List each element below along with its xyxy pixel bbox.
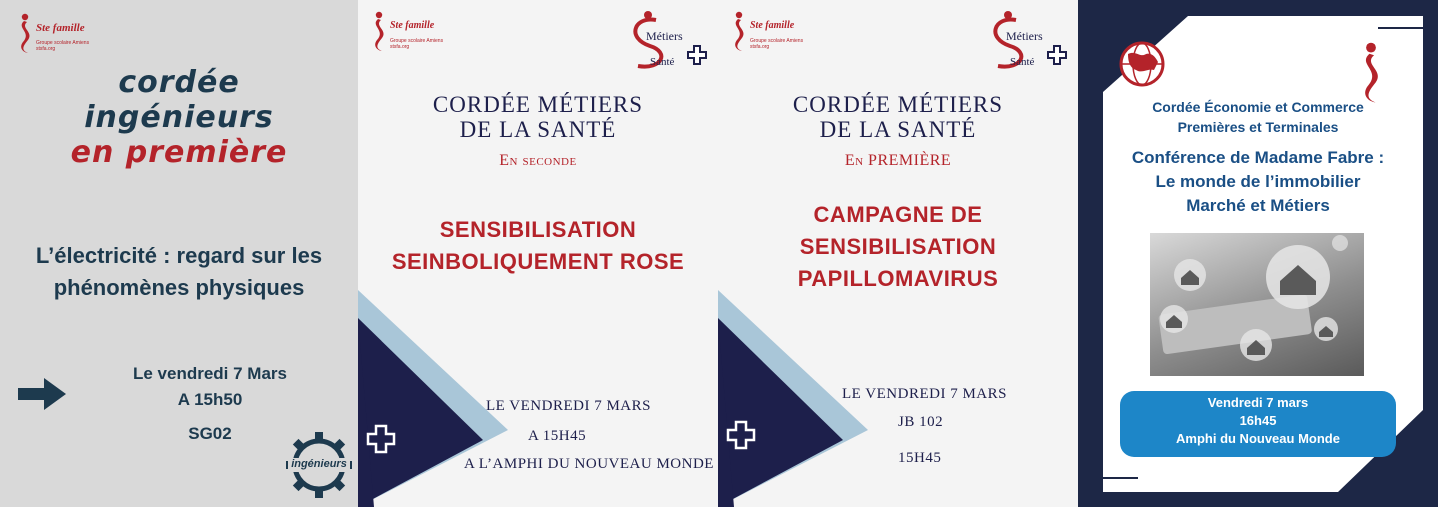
pill-place: Amphi du Nouveau Monde (1176, 431, 1340, 446)
title-line-2: ingénieurs (84, 100, 274, 135)
event-time: A 15h50 (177, 390, 243, 409)
event-info-pill (1120, 391, 1396, 457)
medical-cross-icon (366, 424, 396, 454)
logo-url: stsfa.org (390, 44, 410, 50)
detail-place: A L’AMPHI DU NOUVEAU MONDE (464, 456, 714, 472)
title-line-3: en première (70, 135, 288, 170)
talk-line-3: Marché et Métiers (1186, 196, 1330, 215)
logo-name: Ste famille (36, 22, 85, 34)
sante-logo-text: Santé (1010, 56, 1035, 68)
title-line-1: cordée (118, 65, 240, 100)
title-line-1: CORDÉE MÉTIERS (792, 92, 1004, 117)
poster-economics (1078, 0, 1438, 507)
detail-date: LE VENDREDI 7 MARS (842, 386, 1007, 402)
sante-logo-text: Santé (650, 56, 675, 68)
talk-line-1: Conférence de Madame Fabre : (1131, 148, 1385, 167)
logo-name: Ste famille (390, 20, 435, 31)
title-line-2: DE LA SANTÉ (819, 117, 977, 142)
logo-sub: Groupe scolaire Amiens (36, 40, 90, 46)
metiers-logo-text: Métiers (1006, 29, 1043, 43)
campaign-title (718, 199, 1078, 295)
ste-famille-logo-icon (14, 12, 36, 54)
campaign-line-1: SENSIBILISATION (439, 217, 637, 242)
real-estate-photo (1150, 233, 1364, 376)
poster-engineers (0, 0, 358, 507)
title-line-2: DE LA SANTÉ (459, 117, 617, 142)
detail-room: JB 102 (898, 414, 944, 430)
logo-url: stsfa.org (750, 44, 770, 50)
campaign-line-2: SEINBOLIQUEMENT ROSE (391, 249, 685, 274)
arrow-right-icon (18, 378, 68, 410)
header-line-2: Premières et Terminales (1177, 119, 1339, 135)
logo-name: Ste famille (750, 20, 795, 31)
level-label: En seconde (499, 152, 577, 169)
campaign-line-2: SENSIBILISATION (799, 234, 997, 259)
metiers-sante-logo (626, 8, 714, 76)
campaign-title (358, 214, 718, 278)
logo-sub: Groupe scolaire Amiens (750, 38, 804, 44)
campaign-line-3: PAPILLOMAVIRUS (797, 266, 999, 291)
globe-logo-icon (1118, 40, 1166, 88)
subject-line-1: L’électricité : regard sur les (35, 243, 323, 268)
subject-line-2: phénomènes physiques (53, 275, 305, 300)
campaign-line-1: CAMPAGNE DE (813, 202, 983, 227)
subject (0, 240, 358, 304)
detail-time: A 15H45 (528, 428, 587, 444)
level-label: En PREMIÈRE (844, 152, 952, 169)
engineer-badge-label: ingénieurs (291, 458, 347, 470)
ste-famille-logo-icon (1354, 40, 1388, 104)
event-date: Le vendredi 7 Mars (132, 364, 287, 383)
event-room: SG02 (188, 424, 232, 443)
header-line-1: Cordée Économie et Commerce (1152, 99, 1364, 115)
metiers-logo-text: Métiers (646, 29, 683, 43)
title-line-1: CORDÉE MÉTIERS (432, 92, 644, 117)
ste-famille-logo-icon (728, 10, 750, 52)
engineers-gear-badge (284, 430, 354, 500)
logo-sub: Groupe scolaire Amiens (390, 38, 444, 44)
pill-date: Vendredi 7 mars (1207, 395, 1309, 410)
talk-line-2: Le monde de l’immobilier (1155, 172, 1361, 191)
metiers-sante-logo (986, 8, 1074, 76)
ste-famille-logo-icon (368, 10, 390, 52)
pill-time: 16h45 (1239, 413, 1277, 428)
detail-time: 15H45 (898, 450, 942, 466)
house-icons-illustration (1150, 233, 1364, 376)
detail-date: LE VENDREDI 7 MARS (486, 398, 651, 414)
poster-health-premiere (718, 0, 1078, 507)
medical-cross-icon (726, 420, 756, 450)
poster-health-seconde (358, 0, 718, 507)
logo-url: stsfa.org (36, 46, 56, 52)
